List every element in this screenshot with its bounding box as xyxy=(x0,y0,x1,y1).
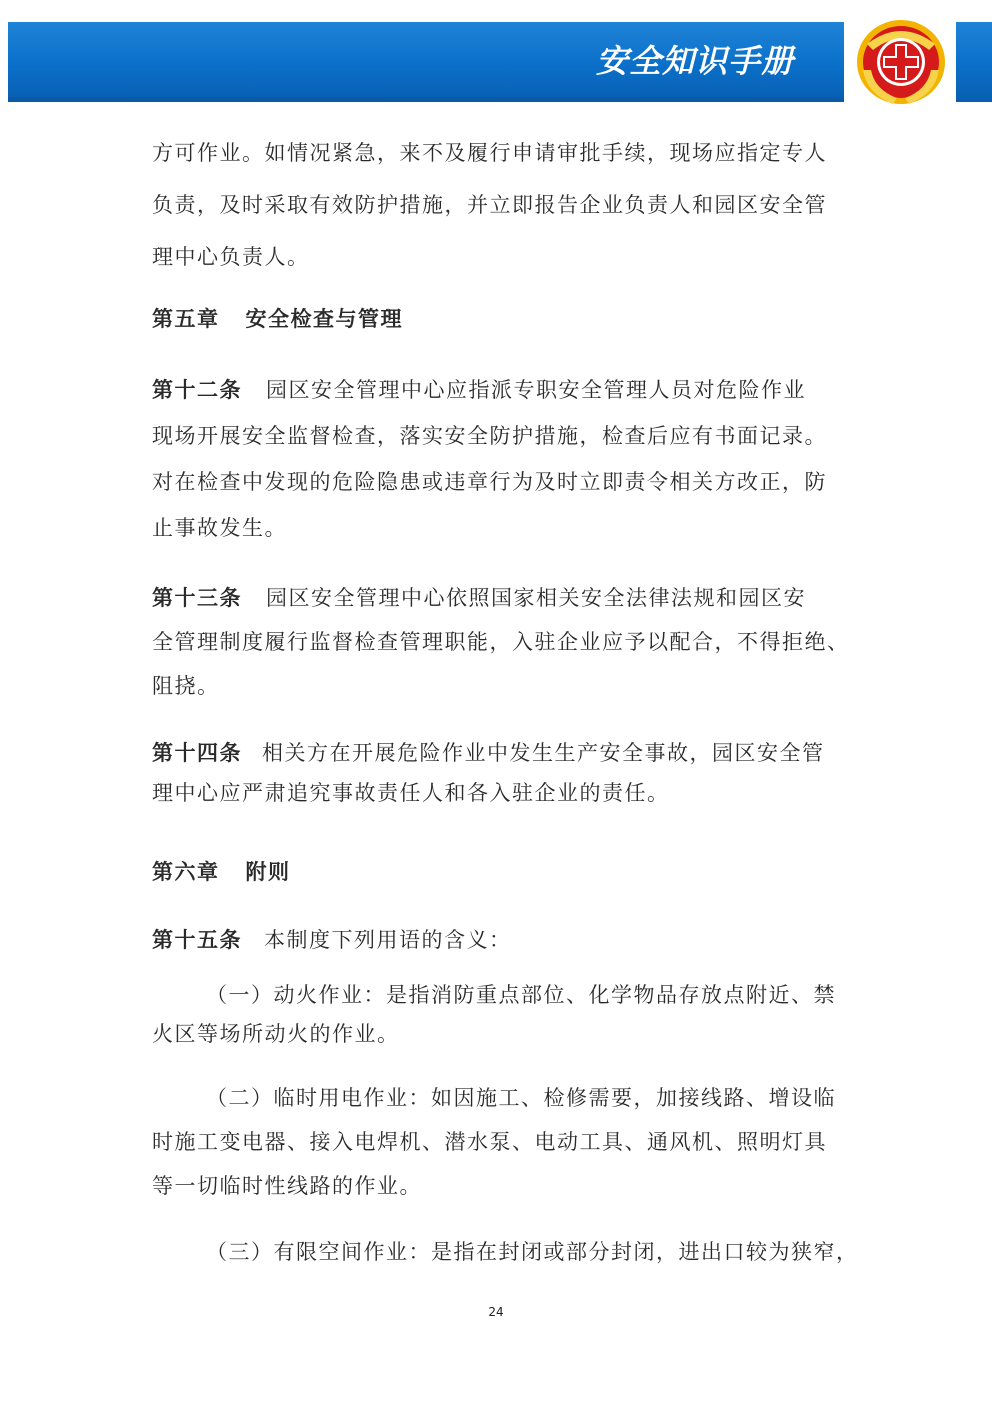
paragraph-line: 负责，及时采取有效防护措施，并立即报告企业负责人和园区安全管 xyxy=(152,193,827,217)
chapter-title: 附则 xyxy=(245,859,291,884)
article-thirteen xyxy=(152,582,842,612)
chapter-number: 第六章 xyxy=(152,859,220,884)
paragraph-line: 现场开展安全监督检查，落实安全防护措施，检查后应有书面记录。 xyxy=(152,424,827,448)
paragraph-line: （二）临时用电作业：如因施工、检修需要，加接线路、增设临 xyxy=(206,1086,836,1110)
header-band-right xyxy=(956,22,992,102)
chapter-title: 安全检查与管理 xyxy=(245,306,403,331)
paragraph-line: 相关方在开展危险作业中发生生产安全事故，园区安全管 xyxy=(262,741,825,765)
page-number: 24 xyxy=(488,1305,504,1319)
chapter-number: 第五章 xyxy=(152,306,220,331)
paragraph-line: 等一切临时性线路的作业。 xyxy=(152,1174,422,1198)
paragraph-line: 理中心应严肃追究事故责任人和各入驻企业的责任。 xyxy=(152,781,670,805)
paragraph-line: （一）动火作业：是指消防重点部位、化学物品存放点附近、禁 xyxy=(206,983,836,1007)
paragraph-line: 阻挠。 xyxy=(152,674,220,698)
article-twelve xyxy=(152,374,842,404)
paragraph-line: （三）有限空间作业：是指在封闭或部分封闭，进出口较为狭窄， xyxy=(206,1240,859,1264)
safety-emblem-icon xyxy=(853,14,949,108)
header-band xyxy=(8,22,844,102)
article-fourteen xyxy=(152,737,842,767)
paragraph-line: 园区安全管理中心应指派专职安全管理人员对危险作业 xyxy=(266,378,806,402)
article-label: 第十三条 xyxy=(152,585,242,610)
paragraph-line: 火区等场所动火的作业。 xyxy=(152,1022,400,1046)
paragraph-line: 止事故发生。 xyxy=(152,516,287,540)
paragraph-line: 对在检查中发现的危险隐患或违章行为及时立即责令相关方改正，防 xyxy=(152,470,827,494)
paragraph-line: 理中心负责人。 xyxy=(152,245,310,269)
article-label: 第十四条 xyxy=(152,740,242,765)
article-label: 第十五条 xyxy=(152,927,242,952)
paragraph-line: 全管理制度履行监督检查管理职能，入驻企业应予以配合，不得拒绝、 xyxy=(152,630,850,654)
paragraph-line: 园区安全管理中心依照国家相关安全法律法规和园区安 xyxy=(266,586,806,610)
paragraph-line: 方可作业。如情况紧急，来不及履行申请审批手续，现场应指定专人 xyxy=(152,141,827,165)
paragraph-line: 本制度下列用语的含义： xyxy=(264,928,512,952)
article-fifteen xyxy=(152,924,842,954)
paragraph-line: 时施工变电器、接入电焊机、潜水泵、电动工具、通风机、照明灯具 xyxy=(152,1130,827,1154)
chapter-six-heading xyxy=(152,856,842,886)
chapter-five-heading xyxy=(152,303,842,333)
header-title: 安全知识手册 xyxy=(595,42,794,80)
article-label: 第十二条 xyxy=(152,377,242,402)
